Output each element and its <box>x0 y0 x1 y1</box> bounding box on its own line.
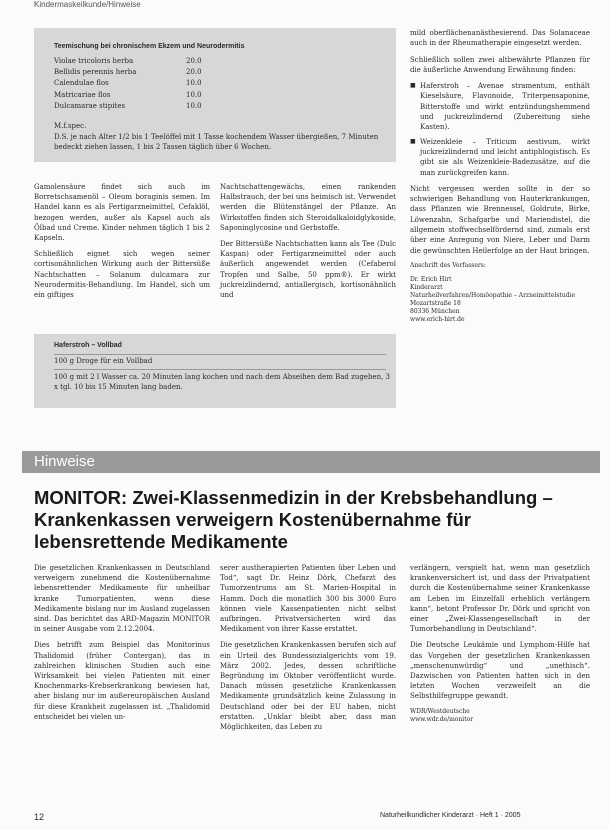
news-column-2 <box>220 563 396 738</box>
paragraph: Schließlich eignet sich wegen seiner cortisonähnlichen Wirkung auch der Bittersüße Nachtschatten – Solanum dulcamara zur Neurodermitis-Behandlung. Im Handel, sich um ein giftiges <box>34 250 210 300</box>
paragraph: Die gesetzlichen Krankenkassen in Deutschland verweigern zunehmend die Kostenübernahme lebensrettender Medikamente für unheilbar kranke Tumorpatienten, wenn diese Medikamente bislang nur im Ausland zugelassen sind. Das berichtet das ARD-Magazin MONITOR in seiner Ausgabe vom 2.12.2004. <box>34 564 210 634</box>
article-column-middle <box>220 182 396 306</box>
list-item: ■ Haferstroh – Avenae stramentum, enthält Kieselsäure, Flavonoide, Triterpensaponine, Bitterstoffe und wirkt entzündungshemmend und juckreizlindernd (Zubereitung siehe Kasten). <box>410 81 590 132</box>
herb-name: Calendulae flos <box>54 79 109 88</box>
herb-amount: 10.0 <box>186 79 202 88</box>
news-column-1 <box>34 563 210 728</box>
paragraph: mild oberflächenanästhesierend. Das Solanaceae auch in der Rheumatherapie eingesetzt werden. <box>410 29 590 48</box>
oat-bath-instructions: 100 g mit 2 l Wasser ca. 20 Minuten lang kochen und nach dem Abseihen dem Bad zugeben, 3 x tgl. 10 bis 15 Minuten lang baden. <box>54 373 390 391</box>
paragraph: Die Deutsche Leukämie und Lymphom-Hilfe hat das Vorgehen der gesetzlichen Krankenkassen „menschenunwürdig“ und „unethisch“. Dazwischen von Patienten hatten sich in den letzten Wochen verzweifelt an die Selbsthilfegruppe gewandt. <box>410 641 590 701</box>
paragraph: Die gesetzlichen Krankenkassen berufen sich auf ein Urteil des Bundessozialgerichts vom 19. März 2002. Jedes, dessen schriftliche Begründung im Oktober veröffentlicht wurde. Danach müssen gesetzliche Krankenkassen Medikamente grundsätzlich keine Zulassung in Deutschland oder bei der EU haben, nicht erstatten. „Unklar bleibt aber, dass man Möglichkeiten, das Leben zu <box>220 641 396 732</box>
article-headline: MONITOR: Zwei-Klassenmedizin in der Krebsbehandlung – Krankenkassen verweigern Kostenübernahme für lebensrettende Medikamente <box>34 487 553 552</box>
page-number: 12 <box>34 812 45 822</box>
list-item: ■ Weizenkleie – Triticum aestivum, wirkt juckreizlindernd und leicht antiphlogistisch. Es gibt sie als Weizenkleie-Badezusätze, auf die man zurückgreifen kann. <box>410 137 590 178</box>
divider <box>54 369 386 370</box>
herb-row <box>54 101 244 112</box>
article-column-right <box>410 28 590 324</box>
article-column-left <box>34 182 210 306</box>
paragraph: Dies betrifft zum Beispiel das Monitorinus Thalidomid (früher Contergan), das in zahlreichen klinischen Studien auch eine Wirksamkeit bei vielen Patienten mit einer Knochenmarks-Krebserkrankung bewiesen hat, aber bislang nur im außereuropäischen Ausland für diese Krankheit zugelassen ist. „Thalidomid entscheidet bei vielen un- <box>34 641 210 721</box>
author-address <box>410 276 590 324</box>
paragraph: Nicht vergessen werden sollte in der so schwierigen Behandlung von Hauterkrankungen, dass Pflanzen wie Brennessel, Goldrute, Birke, Löwenzahn, Schafgarbe und Mariendistel, die allgemein stoffwechselfördernd sind, zumals erst über eine Anregung von Niere, Leber und Darm die gewünschten Heilerfolge an der Haut bringen. <box>410 184 590 255</box>
paragraph: verlängern, verspielt hat, wenn man gesetzlich krankenversichert ist, und dass der Privatpatient durch die Kostenübernahme seiner Krankenkasse am Leben im Einzelfall erheblich verlängern kann“, betont Professor Dr. Dörk und spricht von einer „Zwei-Klassengesellschaft in der Tumorbehandlung in Deutschland“. <box>410 564 590 634</box>
herb-amount: 20.0 <box>186 57 202 65</box>
tea-recipe-box <box>34 28 396 162</box>
herb-amount: 20.0 <box>186 68 202 77</box>
plant-list <box>410 81 590 178</box>
herb-name: Matricariae flos <box>54 90 111 99</box>
address-line: www.erich-hirt.de <box>410 315 465 323</box>
herb-name: Dulcamarae stipites <box>54 101 126 110</box>
herb-name: Bellidis perennis herba <box>54 68 137 77</box>
herb-amount: 10.0 <box>186 101 202 110</box>
address-line: Naturheilverfahren/Homöopathie – Arzneimittelstudie <box>410 291 575 299</box>
oat-bath-amount: 100 g Droge für ein Vollbad <box>54 357 153 365</box>
paragraph: serer austherapierten Patienten über Leben und Tod“, sagt Dr. Heinz Dörk, Chefarzt des Tumorzentrums am St. Marien-Hospital in Hamm. Doch die monatlich 300 bis 3000 Euro können viele Kassenpatienten nicht selbst aufbringen. Privatversicherten wird das Medikament von ihrer Kasse erstattet. <box>220 564 396 634</box>
recipe-dosage: D.S. je nach Alter 1/2 bis 1 Teelöffel mit 1 Tasse kochendem Wasser übergießen, 7 Minuten bedeckt ziehen lassen, 1 bis 2 Tassen täglich über 6 Wochen. <box>54 133 379 151</box>
address-line: Kinderarzt <box>410 283 443 291</box>
oat-bath-box <box>34 334 396 408</box>
paragraph: Nachtschattengewächs, einen rankenden Halbstrauch, der bei uns heimisch ist. Verwendet werden die Blütenstängel der Pflanze. An Wirkstoffen finden sich Steroidalkaloidglykoside, Saponinglycosine und Gerbstoffe. <box>220 183 396 232</box>
paragraph: Schließlich sollen zwei altbewährte Pflanzen für die äußerliche Anwendung Erwähnung finden: <box>410 55 590 74</box>
running-header: Kindermaskeilkunde/Hinweise <box>34 0 141 9</box>
news-column-3 <box>410 563 590 724</box>
recipe-mf-label: M.f.spec. <box>54 122 87 130</box>
section-bar <box>22 451 600 473</box>
section-label: Hinweise <box>34 453 95 470</box>
oat-bath-title: Haferstroh – Vollbad <box>54 342 122 349</box>
divider <box>54 354 386 355</box>
herb-row <box>54 56 244 67</box>
address-line: Mozartstraße 18 <box>410 299 461 307</box>
address-line: 80336 München <box>410 307 460 315</box>
paragraph: Der Bittersüße Nachtschatten kann als Tee (Dulc Kaspan) oder Fertigarzneimittel oder auch äußerlich angewendet werden (Cefaberol Tropfen und Salbe, 50 ppm®). Er wirkt juckreizlindernd, antiallergisch, kortisonähnlich und <box>220 240 396 300</box>
herb-row <box>54 78 244 89</box>
herb-amount: 10.0 <box>186 90 202 99</box>
herb-row <box>54 67 244 78</box>
tea-recipe-title: Teemischung bei chronischem Ekzem und Neurodermitis <box>54 43 245 50</box>
news-source: WDR/Westdeutsche www.wdr.de/monitor <box>410 707 474 723</box>
herb-name: Violae tricoloris herba <box>54 57 134 65</box>
herb-list <box>54 56 244 112</box>
herb-row <box>54 90 244 101</box>
paragraph: Gamolensäure findet sich auch im Borretschsamenöl – Oleum boraginis semen. Im Handel kann es als Fertigarzneimittel, Cefaklöl, bezogen werden, außer als Kapsel auch als Ölbad und Creme. Kinder nehmen täglich 1 bis 2 Kapseln. <box>34 183 210 243</box>
address-line: Dr. Erich Hirt <box>410 275 452 283</box>
author-address-heading: Anschrift des Verfassers: <box>410 261 486 269</box>
journal-footer: Naturheilkundlicher Kinderarzt · Heft 1 · 2005 <box>380 812 521 819</box>
